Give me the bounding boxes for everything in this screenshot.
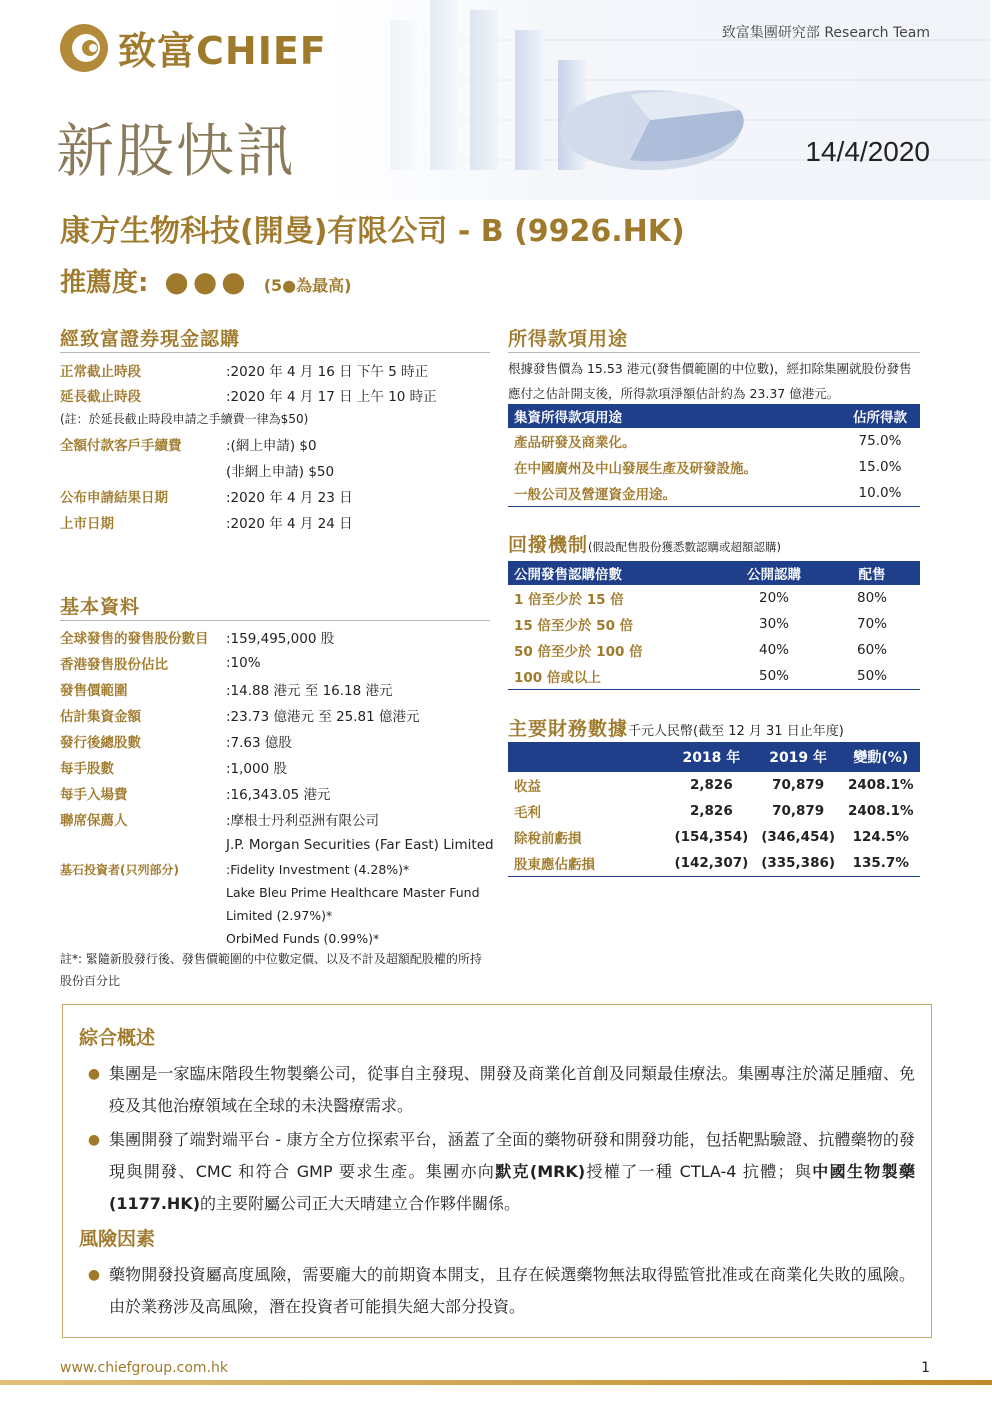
clawback-placing: 50%	[824, 663, 920, 689]
kv-value: :Fidelity Investment (4.28%)*	[226, 862, 410, 877]
kv-row	[60, 650, 500, 676]
proceeds-rule	[508, 352, 920, 353]
kv-value: :23.73 億港元 至 25.81 億港元	[226, 709, 420, 725]
proceeds-intro: 根據發售價為 15.53 港元(發售價範圍的中位數)，經扣除集團就股份發售應付之估計開支後，所得款項淨額估計約為 23.37 億港元。	[508, 361, 912, 401]
company-name: 康方生物科技(開曼)有限公司 - B (9926.HK)	[60, 214, 685, 249]
financials-item: 股東應佔虧損	[508, 850, 668, 876]
proceeds-pct: 75.0%	[858, 433, 902, 449]
kv-row	[60, 676, 500, 702]
kv-key: 估計集資金額	[60, 709, 141, 725]
financials-item: 毛利	[514, 805, 541, 821]
clawback-range: 100 倍或以上	[508, 663, 724, 689]
table-row	[508, 585, 920, 611]
kv-value: :14.88 港元 至 16.18 港元	[226, 683, 393, 699]
kv-value: (非網上申請) $50	[226, 464, 335, 480]
kv-value: :2020 年 4 月 23 日	[226, 490, 353, 506]
financials-table	[508, 742, 920, 877]
bullet-dot-icon: ●	[87, 1132, 101, 1148]
kv-key: 每手股數	[60, 761, 114, 777]
rating-label: 推薦度:	[60, 268, 149, 298]
financials-2018: (154,354)	[674, 829, 749, 845]
subscription-rule	[60, 352, 490, 353]
kv-row	[60, 702, 500, 728]
kv-key: 全額付款客戶手續費	[60, 438, 182, 454]
basic-info-title: 基本資料	[60, 596, 141, 618]
rating-note: (5●為最高)	[263, 276, 352, 295]
proceeds-use: 一般公司及營運資金用途。	[508, 480, 840, 506]
overview-text-e: 的主要附屬公司正大天晴建立合作夥伴關係。	[200, 1194, 521, 1213]
risks-title: 風險因素	[79, 1228, 156, 1250]
financials-2019: 70,879	[772, 777, 825, 793]
kv-key: 基石投資者(只列部分)	[60, 863, 179, 877]
overview-bullet	[79, 1058, 915, 1122]
kv-key: 香港發售股份佔比	[60, 657, 168, 673]
clawback-placing: 80%	[856, 590, 887, 606]
company-logo	[58, 20, 327, 75]
kv-value: :7.63 億股	[226, 735, 292, 751]
bullet-dot-icon: ●	[87, 1267, 101, 1283]
proceeds-pct: 15.0%	[858, 459, 902, 475]
kv-key: 發售價範圍	[60, 683, 128, 699]
kv-row	[60, 754, 500, 780]
proceeds-use: 在中國廣州及中山發展生產及研發設施。	[514, 461, 757, 477]
proceeds-table	[508, 404, 920, 507]
clawback-header-placing: 配售	[824, 561, 920, 585]
kv-row	[60, 624, 500, 650]
clawback-table	[508, 561, 920, 690]
proceeds-title: 所得款項用途	[508, 328, 629, 350]
kv-row	[60, 457, 500, 483]
clawback-public: 40%	[758, 642, 789, 658]
financials-heading	[508, 714, 844, 741]
kv-key: 延長截止時段	[60, 388, 141, 405]
risks-bullet-text: 藥物開發投資屬高度風險，需要龐大的前期資本開支，且存在候選藥物無法取得監管批准或在商業化失敗的風險。由於業務涉及高風險，潛在投資者可能損失絕大部分投資。	[109, 1265, 915, 1316]
kv-row	[60, 806, 500, 832]
subscription-title: 經致富證券現金認購	[60, 328, 241, 350]
risks-bullet	[79, 1259, 915, 1323]
kv-row	[60, 904, 500, 927]
basic-info-footnote: 註*: 緊隨新股發行後、發售價範圍的中位數定價、以及不計及超額配股權的所持股份百分比	[60, 952, 482, 988]
kv-value: :16,343.05 港元	[226, 787, 331, 803]
rating	[60, 262, 351, 299]
financials-header-2019: 2019 年	[755, 742, 842, 772]
kv-row	[60, 357, 500, 382]
table-row	[508, 480, 920, 506]
footer-bar	[0, 1380, 992, 1385]
financials-subtitle: 千元人民幣(截至 12 月 31 日止年度)	[628, 724, 844, 739]
proceeds-pct: 10.0%	[840, 480, 920, 506]
table-row	[508, 772, 920, 798]
table-row	[508, 454, 920, 480]
proceeds-header-pct: 佔所得款	[840, 404, 920, 428]
overview-title: 綜合概述	[79, 1027, 156, 1049]
kv-value: OrbiMed Funds (0.99%)*	[226, 931, 380, 946]
kv-value: :(網上申請) $0	[226, 438, 317, 454]
bullet-dot-icon: ●	[87, 1066, 101, 1082]
logo-swirl-icon	[58, 22, 110, 74]
kv-row	[60, 927, 500, 950]
kv-value: Limited (2.97%)*	[226, 908, 333, 923]
proceeds-header-use: 集資所得款項用途	[508, 404, 840, 428]
page-number: 1	[921, 1360, 930, 1376]
kv-row	[60, 832, 500, 858]
clawback-heading	[508, 530, 781, 557]
kv-row	[60, 858, 500, 881]
clawback-public: 20%	[758, 590, 789, 606]
overview-bullet-text: 集團是一家臨床階段生物製藥公司，從事自主發現、開發及商業化首創及同類最佳療法。集團專注於滿足腫瘤、免疫及其他治療領域在全球的未決醫療需求。	[109, 1064, 915, 1115]
financials-2018: 2,826	[690, 803, 733, 819]
kv-key: 每手入場費	[60, 787, 128, 803]
table-row	[508, 824, 920, 850]
kv-row	[60, 509, 500, 535]
financials-change: 135.7%	[842, 850, 921, 876]
kv-row	[60, 780, 500, 806]
kv-key: 全球發售的發售股份數目	[60, 631, 209, 647]
subscription-note: (註：於延長截止時段申請之手續費一律為$50)	[60, 412, 309, 426]
publication-title: 新股快訊	[56, 117, 297, 185]
financials-2018: (142,307)	[668, 850, 755, 876]
kv-row	[60, 881, 500, 904]
subscription-list	[60, 357, 500, 535]
kv-value: :2020 年 4 月 16 日 下午 5 時正	[226, 363, 429, 380]
financials-header-item	[508, 742, 668, 772]
kv-value: :10%	[226, 655, 261, 671]
overview-text-merck: 默克(MRK)	[495, 1162, 586, 1181]
table-row	[508, 663, 920, 689]
table-row	[508, 637, 920, 663]
financials-item: 收益	[514, 779, 541, 795]
clawback-range: 1 倍至少於 15 倍	[514, 592, 624, 608]
clawback-placing: 60%	[856, 642, 887, 658]
kv-key: 公布申請結果日期	[60, 490, 168, 506]
clawback-placing: 70%	[856, 616, 887, 632]
clawback-header-public: 公開認購	[724, 561, 824, 585]
kv-row	[60, 483, 500, 509]
financials-2019: 70,879	[772, 803, 825, 819]
financials-2019: (335,386)	[755, 850, 842, 876]
basic-info-list	[60, 624, 500, 950]
overview-text-c: 授權了一種 CTLA-4 抗體；與	[585, 1162, 813, 1181]
financials-change: 2408.1%	[847, 777, 914, 793]
kv-value: :1,000 股	[226, 761, 287, 777]
rating-dots: ●●●	[164, 265, 250, 298]
clawback-header-range: 公開發售認購倍數	[508, 561, 724, 585]
overview-text-a: 集團開發了端對端平台 - 康方全方位探索平台，涵蓋了全面的藥物研發和開發功能，包括靶點驗證、抗體藥物的發現與開發、CMC 和符合 GMP 要求生產。集團亦向	[109, 1130, 915, 1181]
overview-bullet-text	[109, 1124, 915, 1220]
footer-url[interactable]: www.chiefgroup.com.hk	[60, 1360, 228, 1376]
kv-value: :2020 年 4 月 17 日 上午 10 時正	[226, 388, 437, 405]
kv-value: Lake Bleu Prime Healthcare Master Fund	[226, 885, 480, 900]
overview-text-sino: 中國生物製藥(1177.HK)	[109, 1162, 915, 1213]
financials-title: 主要財務數據	[508, 718, 629, 740]
department-label: 致富集團研究部 Research Team	[721, 25, 930, 41]
table-row	[508, 428, 920, 454]
kv-key: 上市日期	[60, 516, 114, 532]
proceeds-use: 產品研發及商業化。	[514, 435, 636, 451]
clawback-range: 50 倍至少於 100 倍	[514, 644, 643, 660]
table-row	[508, 611, 920, 637]
basic-info-rule	[60, 620, 490, 621]
table-row	[508, 850, 920, 876]
clawback-title: 回撥機制	[508, 534, 589, 556]
financials-item: 除稅前虧損	[514, 831, 582, 847]
kv-key: 正常截止時段	[60, 363, 141, 380]
kv-key: 聯席保薦人	[60, 813, 128, 829]
logo-text: 致富CHIEF	[118, 29, 327, 73]
summary-box	[62, 1004, 932, 1338]
kv-row	[60, 382, 500, 407]
overview-bullet	[79, 1124, 915, 1220]
kv-key: 發行後總股數	[60, 735, 141, 751]
financials-header-change: 變動(%)	[842, 742, 921, 772]
financials-2018: 2,826	[690, 777, 733, 793]
publication-date: 14/4/2020	[805, 136, 930, 167]
kv-value: :159,495,000 股	[226, 631, 335, 647]
clawback-subtitle: (假設配售股份獲悉數認購或超額認購)	[588, 540, 781, 554]
kv-value: J.P. Morgan Securities (Far East) Limited	[226, 837, 494, 853]
kv-row	[60, 728, 500, 754]
clawback-public: 50%	[724, 663, 824, 689]
financials-header-2018: 2018 年	[668, 742, 755, 772]
financials-change: 2408.1%	[847, 803, 914, 819]
financials-2019: (346,454)	[761, 829, 836, 845]
kv-value: :2020 年 4 月 24 日	[226, 516, 353, 532]
clawback-range: 15 倍至少於 50 倍	[514, 618, 634, 634]
kv-value: :摩根士丹利亞洲有限公司	[226, 813, 380, 829]
financials-change: 124.5%	[852, 829, 909, 845]
clawback-public: 30%	[758, 616, 789, 632]
kv-row	[60, 431, 500, 457]
table-row	[508, 798, 920, 824]
